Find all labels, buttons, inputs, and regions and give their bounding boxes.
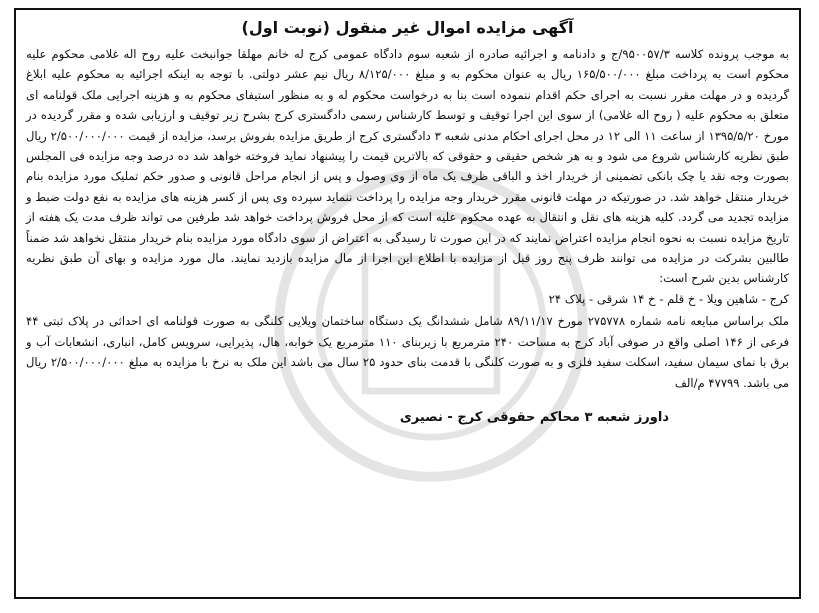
signature-line: داورز شعبه ۳ محاکم حقوقی کرج - نصیری <box>399 409 669 425</box>
notice-title: آگهی مزایده اموال غیر منقول (نوبت اول) <box>241 18 574 37</box>
notice-body: به موجب پرونده کلاسه ۹۵۰۰۵۷/۳/ج و دادنامه و اجرائیه صادره از شعبه سوم دادگاه عمومی کرج له خانم مهلقا جوانبخت علیه روح اله غلامی محکوم علیه محکوم است به پرداخت مبلغ ۱۶۵/۵۰۰/۰۰۰ ریال به عنوان محکوم به و مبلغ ۸/۱۲۵/۰۰۰ ریال نیم عشر دولتی. با توجه به اینکه اجرائیه به محکوم علیه ابلاغ گردیده و در مهلت مقرر نسبت به اجرای حکم اقدام ننموده است بنا به درخواست محکوم له و به منظور استیفای محکوم به و هزینه اجرایی ملک قولنامه ای متعلق به محکوم علیه ( روح اله غلامی) از سوی این اجرا توقیف و توسط کارشناس رسمی دادگستری کرج بشرح زیر توقیف و ارزیابی شده و مقرر گردیده در مورخ ۱۳۹۵/۵/۲۰ از ساعت ۱۱ الی ۱۲ در محل اجرای احکام مدنی شعبه ۳ دادگستری کرج از طریق مزایده بفروش برسد، مزایده از قیمت ۲/۵۰۰/۰۰۰/۰۰۰ ریال طبق نظریه کارشناس شروع می شود و به هر شخص حقیقی و حقوقی که بالاترین قیمت را پیشنهاد نماید فروخته خواهد شد ده درصد وجه مزایده فی المجلس بصورت وجه نقد یا چک بانکی تضمینی از خریدار اخذ و الباقی ظرف یک ماه از وی وصول و پس از انجام مراحل قانونی و صدور حکم تملیک مورد مزایده بنام خریدار منتقل خواهد شد. در صورتیکه در مهلت قانونی مقرر خریدار وجه مزایده را پرداخت ننماید سپرده وی پس از کسر هزینه های مزایده به نفع دولت ضبط و مزایده تجدید می گردد. کلیه هزینه های نقل و انتقال به عهده محکوم علیه است که از محل فروش پرداخت خواهد شد طرفین می تواند ظرف مدت یک هفته از تاریخ مزایده نسبت به نحوه انجام مزایده اعتراض نمایند که در این صورت تا رسیدگی به اعتراض از سوی دادگاه مورد مزایده بنام خریدار منتقل نخواهد شد ضمناً طالبین بشرکت در مزایده می توانند ظرف پنج روز قبل از مزایده با اطلاع این اجرا از مال مزایده بازدید نمایند. مال مورد مزایده و بهای آن طبق نظریه کارشناس بدین شرح است: <box>26 47 790 286</box>
property-address: کرج - شاهین ویلا - خ قلم - خ ۱۴ شرقی - پلاک ۲۴ <box>548 291 789 306</box>
property-description: ملک براساس مبایعه نامه شماره ۲۷۵۷۷۸ مورخ ۸۹/۱۱/۱۷ شامل ششدانگ یک دستگاه ساختمان ویلایی کلنگی به صورت قولنامه ای احداثی در پلاک ثبتی ۴۴ فرعی از ۱۴۶ اصلی واقع در صوفی آباد کرج به مساحت ۲۴۰ مترمربع با زیربنای ۱۱۰ مترمربع یک خوابه، هال، پذیرایی، سرویس کامل، انباری، انشعابات آب و برق با نمای سیمان سفید، اسکلت سفید فلزی و به صورت کلنگی با قدمت بنای حدود ۲۵ سال می باشد این ملک به نرخ با مزایده به مبلغ ۲/۵۰۰/۰۰۰/۰۰۰ ریال می باشد. ۴۷۷۹۹ م/الف <box>26 314 789 390</box>
auction-notice <box>14 8 801 599</box>
